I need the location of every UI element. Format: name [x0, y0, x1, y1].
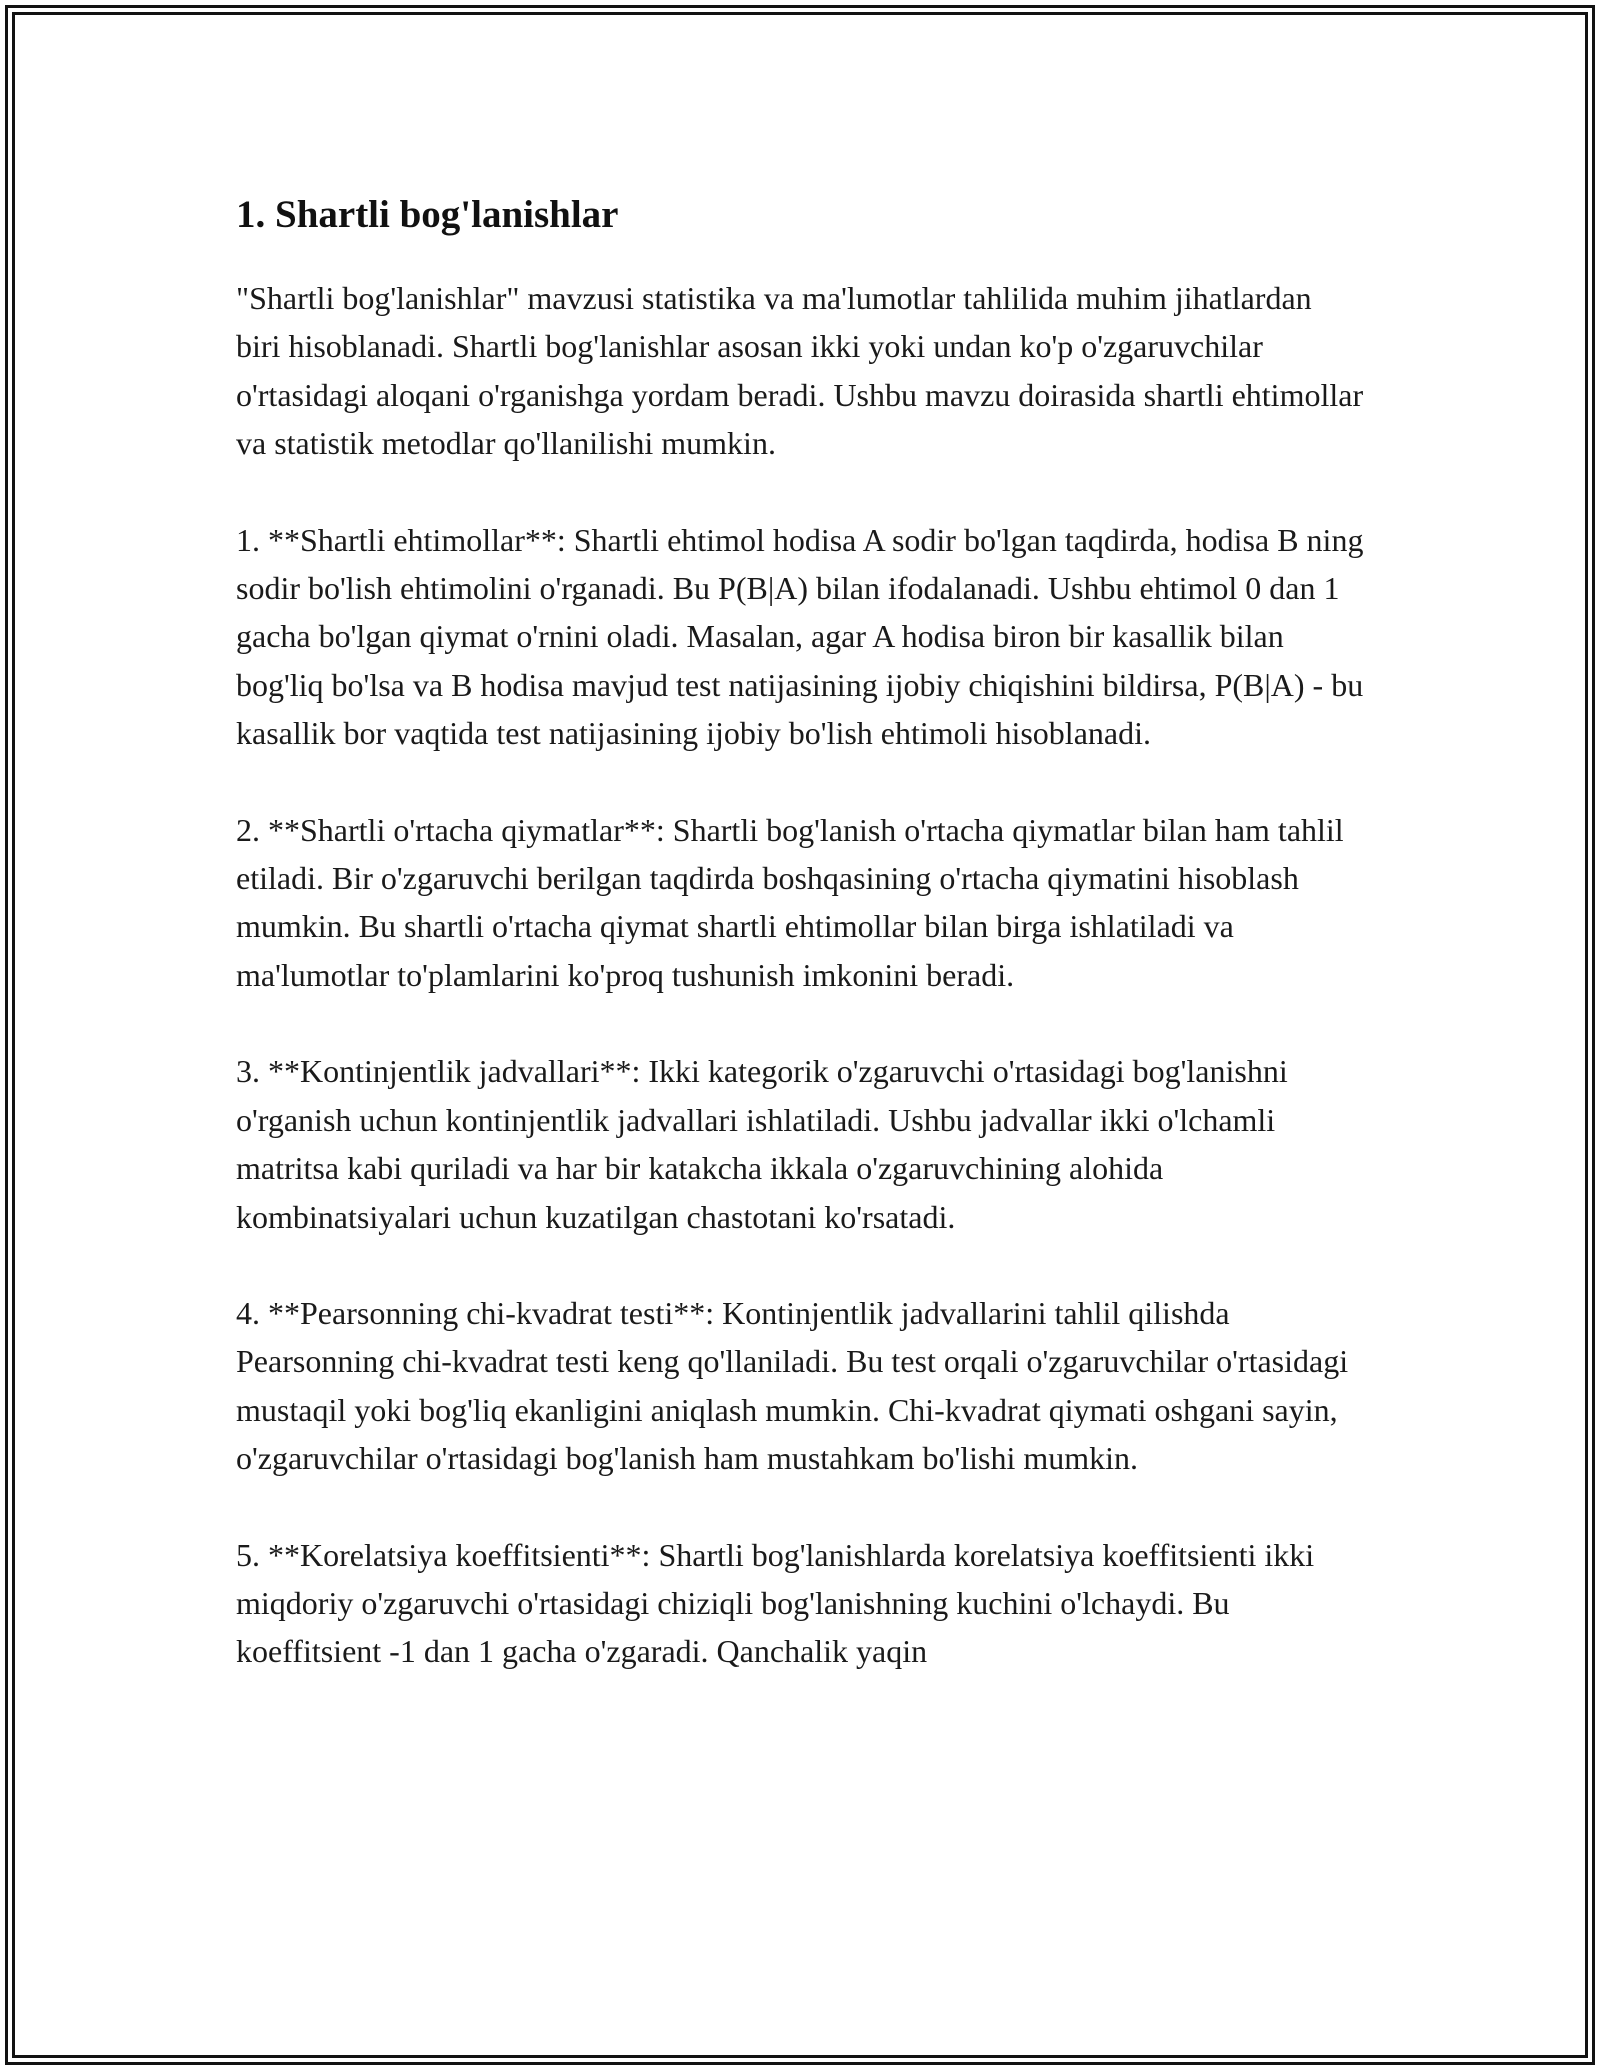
- paragraph-conditional-probability: 1. **Shartli ehtimollar**: Shartli ehtimol hodisa A sodir bo'lgan taqdirda, hodisa B ning sodir bo'lish ehtimolini o'rganadi. Bu P(B|A) bilan ifodalanadi. Ushbu ehtimol 0 dan 1 gacha bo'lgan qiymat o'rnini oladi. Masalan, agar A hodisa biron bir kasallik bilan bog'liq bo'lsa va B hodisa mavjud test natijasining ijobiy chiqishini bildirsa, P(B|A) - bu kasallik bor vaqtida test natijasining ijobiy bo'lish ehtimoli hisoblanadi.: [236, 521, 1364, 752]
- paragraph-conditional-mean: 2. **Shartli o'rtacha qiymatlar**: Shartli bog'lanish o'rtacha qiymatlar bilan ham tahlil etiladi. Bir o'zgaruvchi berilgan taqdirda boshqasining o'rtacha qiymatini hisoblash mumkin. Bu shartli o'rtacha qiymat shartli ehtimollar bilan birga ishlatiladi va ma'lumotlar to'plamlarini ko'proq tushunish imkonini beradi.: [236, 811, 1344, 993]
- document-page: [236, 188, 1364, 1676]
- paragraph-contingency-tables: 3. **Kontinjentlik jadvallari**: Ikki kategorik o'zgaruvchi o'rtasidagi bog'lanishni o'rganish uchun kontinjentlik jadvallari ishlatiladi. Ushbu jadvallar ikki o'lchamli matritsa kabi quriladi va har bir katakcha ikkala o'zgaruvchining alohida kombinatsiyalari uchun kuzatilgan chastotani ko'rsatadi.: [236, 1053, 1288, 1235]
- paragraph-chi-square-test: 4. **Pearsonning chi-kvadrat testi**: Kontinjentlik jadvallarini tahlil qilishda Pearsonning chi-kvadrat testi keng qo'llaniladi. Bu test orqali o'zgaruvchilar o'rtasidagi mustaqil yoki bog'liq ekanligini aniqlash mumkin. Chi-kvadrat qiymati oshgani sayin, o'zgaruvchilar o'rtasidagi bog'lanish ham mustahkam bo'lishi mumkin.: [236, 1294, 1349, 1477]
- paragraph-correlation-coefficient: 5. **Korelatsiya koeffitsienti**: Shartli bog'lanishlarda korelatsiya koeffitsienti ikki miqdoriy o'zgaruvchi o'rtasidagi chiziqli bog'lanishning kuchini o'lchaydi. Bu koeffitsient -1 dan 1 gacha o'zgaradi. Qanchalik yaqin: [236, 1536, 1315, 1670]
- document-title: 1. Shartli bog'lanishlar: [236, 193, 619, 236]
- intro-paragraph: "Shartli bog'lanishlar" mavzusi statistika va ma'lumotlar tahlilida muhim jihatlardan biri hisoblanadi. Shartli bog'lanishlar asosan ikki yoki undan ko'p o'zgaruvchilar o'rtasidagi aloqani o'rganishga yordam beradi. Ushbu mavzu doirasida shartli ehtimollar va statistik metodlar qo'llanilishi mumkin.: [236, 280, 1364, 462]
